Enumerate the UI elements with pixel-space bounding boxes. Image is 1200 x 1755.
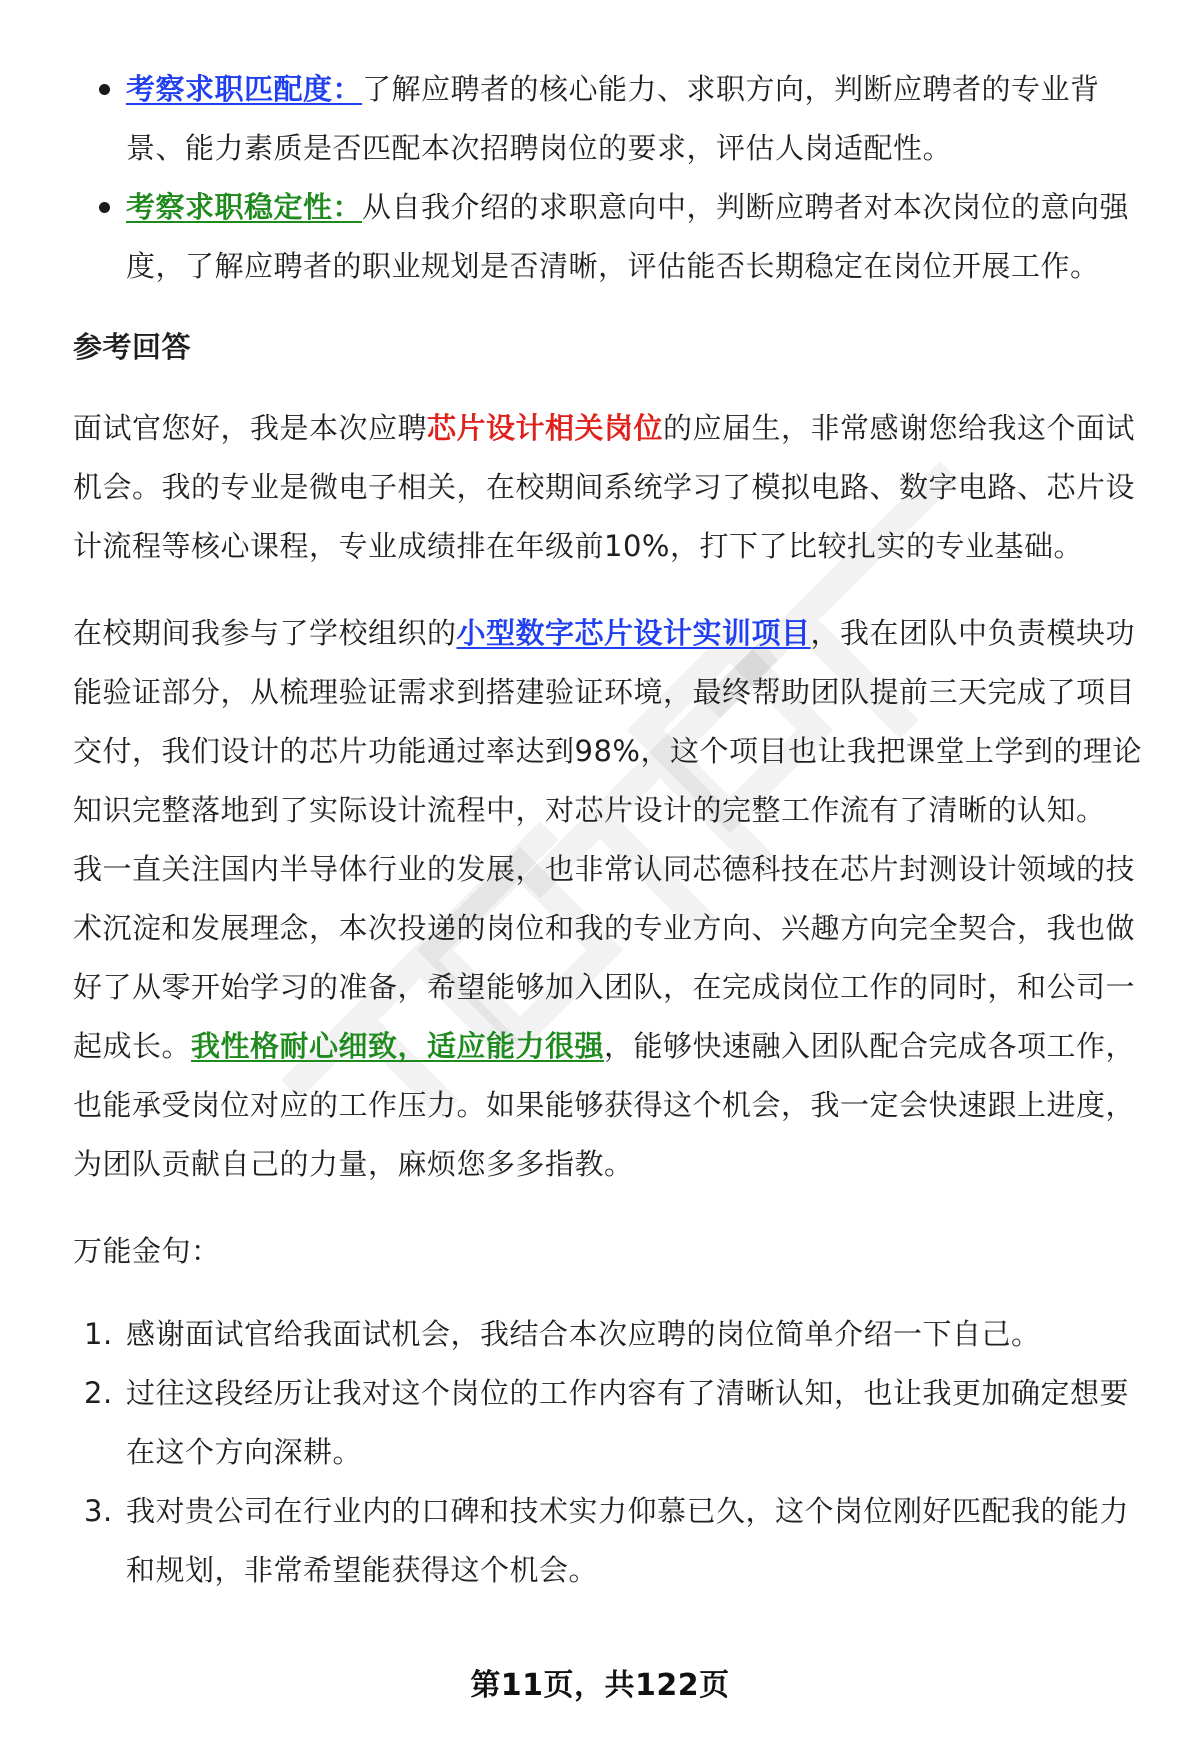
bullet-item-match	[73, 60, 1148, 178]
document-body	[73, 60, 1148, 1600]
golden-sentence-item	[73, 1305, 1148, 1364]
answer-p3-before: 我一直关注国内半导体行业的发展，也非常认同芯德科技在芯片封测设计领域的技术沉淀和发展理念，本次投递的岗位和我的专业方向、兴趣方向完全契合，我也做好了从零开始学习的准备，希望能够加入团队，在完成岗位工作的同时，和公司一起成长。	[73, 852, 1136, 1063]
answer-p3-highlight: 我性格耐心细致，适应能力很强	[191, 1029, 605, 1063]
bullet-text-match: 了解应聘者的核心能力、求职方向，判断应聘者的专业背景、能力素质是否匹配本次招聘岗位的要求，评估人岗适配性。	[126, 72, 1100, 165]
answer-p2-after: ，我在团队中负责模块功能验证部分，从梳理验证需求到搭建验证环境，最终帮助团队提前三天完成了项目交付，我们设计的芯片功能通过率达到98%，这个项目也让我把课堂上学到的理论知识完整落地到了实际设计流程中，对芯片设计的完整工作流有了清晰的认知。	[73, 616, 1142, 827]
answer-p1-highlight: 芯片设计相关岗位	[427, 411, 664, 445]
answer-p3-after: ，能够快速融入团队配合完成各项工作，也能承受岗位对应的工作压力。如果能够获得这个机会，我一定会快速跟上进度，为团队贡献自己的力量，麻烦您多多指教。	[73, 1029, 1136, 1181]
golden-sentence-text: 感谢面试官给我面试机会，我结合本次应聘的岗位简单介绍一下自己。	[126, 1317, 1041, 1351]
list-number: 2.	[84, 1376, 113, 1410]
answer-paragraph-1	[73, 399, 1148, 576]
bullet-text-stability: 从自我介绍的求职意向中，判断应聘者对本次岗位的意向强度，了解应聘者的职业规划是否清晰，评估能否长期稳定在岗位开展工作。	[126, 190, 1130, 283]
bullet-dot-icon	[99, 202, 110, 213]
bullet-dot-icon	[99, 84, 110, 95]
answer-p1-before: 面试官您好，我是本次应聘	[73, 411, 428, 445]
answer-p1-after: 的应届生，非常感谢您给我这个面试机会。我的专业是微电子相关，在校期间系统学习了模拟电路、数字电路、芯片设计流程等核心课程，专业成绩排在年级前10%，打下了比较扎实的专业基础。	[73, 411, 1136, 563]
page-number-footer: 第11页，共122页	[470, 1668, 730, 1703]
golden-sentences-label: 万能金句：	[73, 1234, 221, 1268]
golden-sentence-item	[73, 1482, 1148, 1600]
answer-paragraph-2	[73, 604, 1148, 840]
answer-paragraph-3	[73, 840, 1148, 1194]
golden-sentence-text: 过往这段经历让我对这个岗位的工作内容有了清晰认知，也让我更加确定想要在这个方向深耕。	[126, 1376, 1130, 1469]
assessment-bullet-list	[73, 60, 1148, 296]
list-number: 1.	[84, 1317, 113, 1351]
reference-answer-heading: 参考回答	[73, 330, 192, 364]
golden-sentence-item	[73, 1364, 1148, 1482]
golden-sentence-text: 我对贵公司在行业内的口碑和技术实力仰慕已久，这个岗位刚好匹配我的能力和规划，非常希望能获得这个机会。	[126, 1494, 1130, 1587]
list-number: 3.	[84, 1494, 113, 1528]
bullet-label-stability: 考察求职稳定性：	[126, 190, 363, 224]
answer-p2-before: 在校期间我参与了学校组织的	[73, 616, 457, 650]
answer-p2-highlight: 小型数字芯片设计实训项目	[456, 616, 811, 650]
bullet-item-stability	[73, 178, 1148, 296]
bullet-label-match: 考察求职匹配度：	[126, 72, 363, 106]
golden-sentences-list	[73, 1305, 1148, 1600]
